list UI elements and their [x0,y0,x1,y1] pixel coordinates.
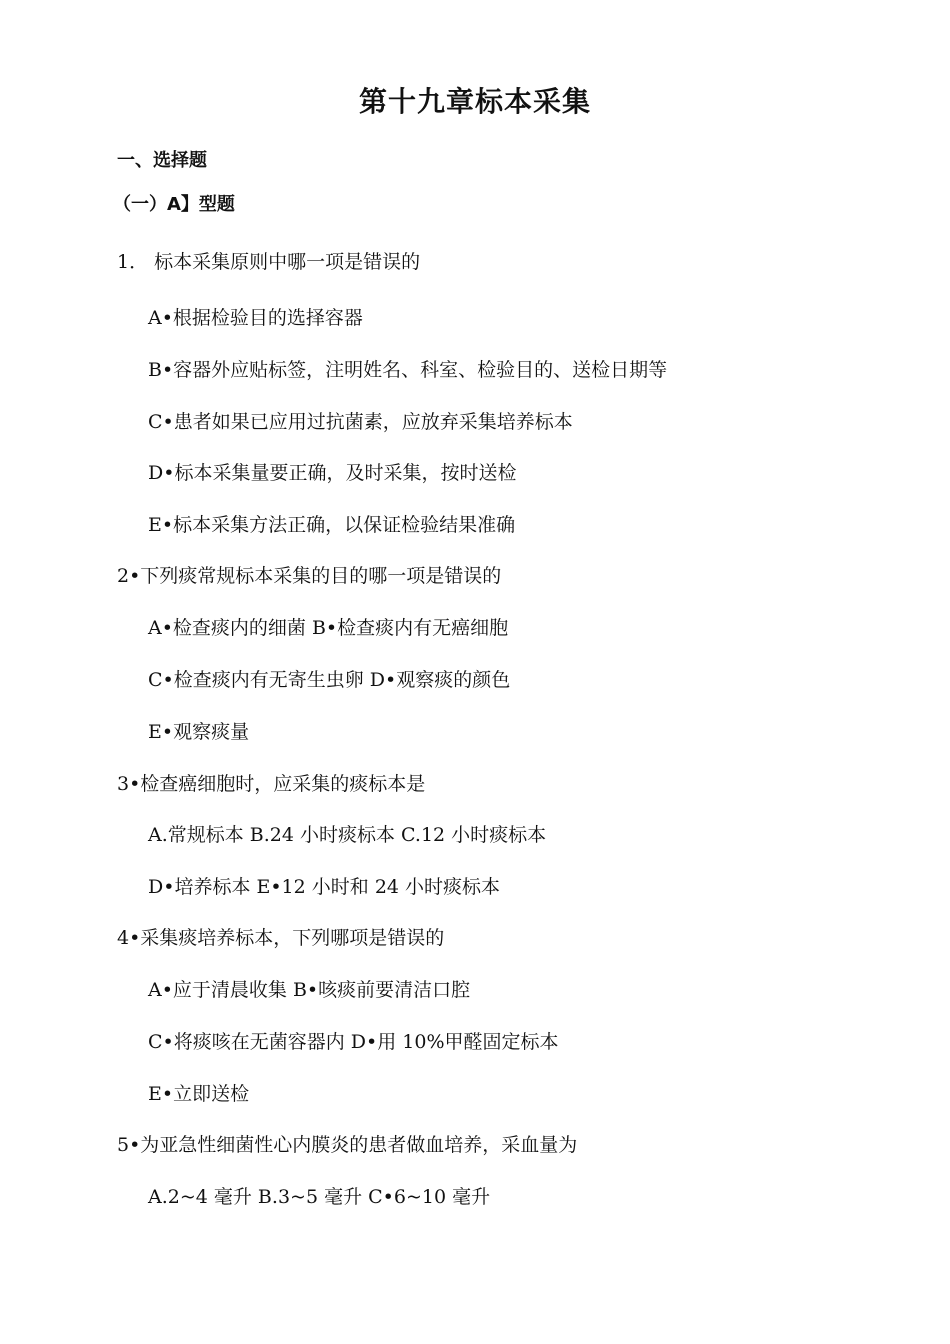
chapter-title: 第十九章标本采集 [358,85,591,118]
question-stem: 1． 标本采集原则中哪一项是错误的 [117,251,421,273]
question-stem: 5•为亚急性细菌性心内膜炎的患者做血培养，采血量为 [117,1134,578,1156]
question-option: E•观察痰量 [148,721,250,743]
question-option: D•培养标本 E•12 小时和 24 小时痰标本 [148,876,501,898]
question-option: A.2~4 毫升 B.3~5 毫升 C•6~10 毫升 [148,1186,491,1208]
subsection-heading: （一）A】型题 [113,194,235,215]
question-option: C•患者如果已应用过抗菌素，应放弃采集培养标本 [148,411,573,433]
question-stem: 2•下列痰常规标本采集的目的哪一项是错误的 [117,565,502,587]
question-option: A.常规标本 B.24 小时痰标本 C.12 小时痰标本 [148,824,547,846]
question-stem: 3•检查癌细胞时，应采集的痰标本是 [117,773,426,795]
question-option: C•检查痰内有无寄生虫卵 D•观察痰的颜色 [148,669,511,691]
question-stem: 4•采集痰培养标本，下列哪项是错误的 [117,927,445,949]
question-option: E•立即送检 [148,1083,250,1105]
question-option: E•标本采集方法正确，以保证检验结果准确 [148,514,516,536]
question-option: B•容器外应贴标签，注明姓名、科室、检验目的、送检日期等 [148,359,668,381]
question-option: D•标本采集量要正确，及时采集，按时送检 [148,462,517,484]
question-option: C•将痰咳在无菌容器内 D•用 10%甲醛固定标本 [148,1031,559,1053]
question-option: A•检查痰内的细菌 B•检查痰内有无癌细胞 [148,617,509,639]
section-heading: 一、选择题 [117,150,207,171]
question-option: A•应于清晨收集 B•咳痰前要清洁口腔 [148,979,471,1001]
question-option: A•根据检验目的选择容器 [148,307,363,329]
